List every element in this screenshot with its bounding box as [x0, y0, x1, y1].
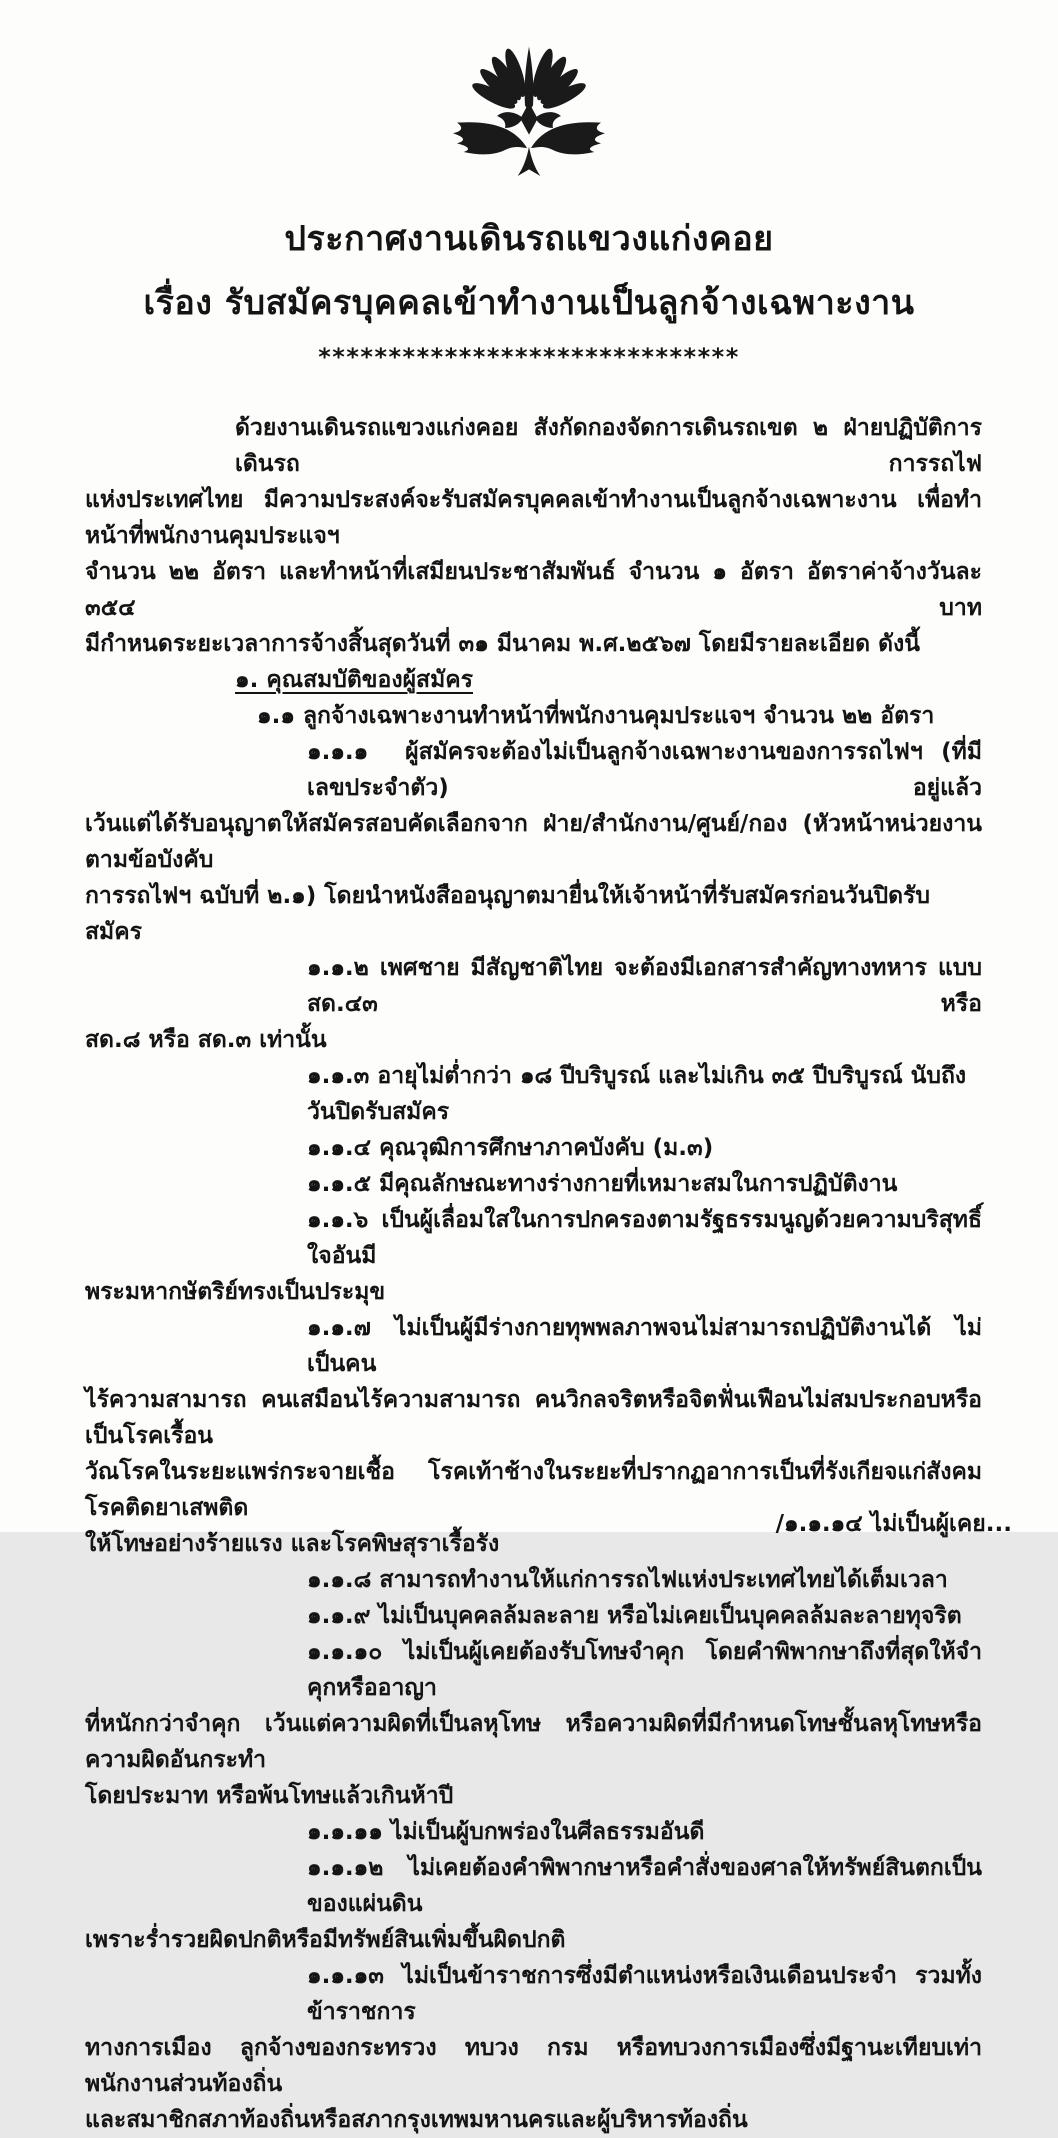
document-header: [0, 0, 1058, 372]
document-line: โดยประมาท หรือพ้นโทษแล้วเกินห้าปี: [85, 1783, 454, 1809]
document-line: ๑.๑.๓ อายุไม่ต่ำกว่า ๑๘ ปีบริบูรณ์ และไม่เกิน ๓๕ ปีบริบูรณ์ นับถึงวันปิดรับสมัคร: [307, 1063, 967, 1125]
document-line: ๑.๑.๑๓ ไม่เป็นข้าราชการซึ่งมีตำแหน่งหรือเงินเดือนประจำ รวมทั้งข้าราชการ: [307, 1963, 982, 2025]
document-line: มีกำหนดระยะเวลาการจ้างสิ้นสุดวันที่ ๓๑ มีนาคม พ.ศ.๒๕๖๗ โดยมีรายละเอียด ดังนี้: [85, 631, 920, 657]
document-body: [0, 410, 1058, 2138]
document-line: การรถไฟฯ ฉบับที่ ๒.๑) โดยนำหนังสืออนุญาตมายื่นให้เจ้าหน้าที่รับสมัครก่อนวันปิดรับสมัคร: [85, 883, 931, 945]
document-line: ๑.๑.๒ เพศชาย มีสัญชาติไทย จะต้องมีเอกสารสำคัญทางทหาร แบบ สด.๔๓ หรือ: [307, 955, 991, 1017]
emblem-container: [0, 0, 1058, 194]
document-line: พระมหากษัตริย์ทรงเป็นประมุข: [85, 1279, 386, 1305]
section-heading: ๑. คุณสมบัติของผู้สมัคร: [235, 667, 473, 693]
document-line: ๑.๑.๖ เป็นผู้เลื่อมใสในการปกครองตามรัฐธรรมนูญด้วยความบริสุทธิ์ใจอันมี: [307, 1207, 982, 1269]
document-line: และสมาชิกสภาท้องถิ่นหรือสภากรุงเทพมหานครและผู้บริหารท้องถิ่น: [85, 2107, 748, 2133]
document-line: ๑.๑.๑๐ ไม่เป็นผู้เคยต้องรับโทษจำคุก โดยคำพิพากษาถึงที่สุดให้จำคุกหรืออาญา: [307, 1639, 982, 1701]
document-line: จำนวน ๒๒ อัตรา และทำหน้าที่เสมียนประชาสัมพันธ์ จำนวน ๑ อัตรา อัตราค่าจ้างวันละ ๓๕๔ บาท: [85, 559, 991, 621]
document-line: ๑.๑.๑ ผู้สมัครจะต้องไม่เป็นลูกจ้างเฉพาะงานของการรถไฟฯ (ที่มีเลขประจำตัว) อยู่แล้ว: [307, 739, 982, 801]
document-line: ด้วยงานเดินรถแขวงแก่งคอย สังกัดกองจัดการเดินรถเขต ๒ ฝ่ายปฏิบัติการเดินรถ การรถไฟ: [235, 415, 982, 477]
document-line: สด.๘ หรือ สด.๓ เท่านั้น: [85, 1027, 327, 1053]
document-line: ทางการเมือง ลูกจ้างของกระทรวง ทบวง กรม หรือทบวงการเมืองซึ่งมีฐานะเทียบเท่า พนักงานส่วนท้องถิ่น: [85, 2035, 991, 2097]
document-line: ไร้ความสามารถ คนเสมือนไร้ความสามารถ คนวิกลจริตหรือจิตฟั่นเฟือนไม่สมประกอบหรือเป็นโรคเรื้อน: [85, 1387, 982, 1449]
document-line: วัณโรคในระยะแพร่กระจายเชื้อ โรคเท้าช้างในระยะที่ปรากฏอาการเป็นที่รังเกียจแก่สังคม โรคติดยาเสพติด: [85, 1459, 991, 1521]
document-line: เว้นแต่ได้รับอนุญาตให้สมัครสอบคัดเลือกจาก ฝ่าย/สำนักงาน/ศูนย์/กอง (หัวหน้าหน่วยงานตามข้อบังคับ: [85, 811, 982, 873]
document-line: ให้โทษอย่างร้ายแรง และโรคพิษสุราเรื้อรัง: [85, 1531, 500, 1557]
document-line: ที่หนักกว่าจำคุก เว้นแต่ความผิดที่เป็นลหุโทษ หรือความผิดที่มีกำหนดโทษชั้นลหุโทษหรือความผิดอันกระทำ: [85, 1711, 982, 1773]
star-divider: ******************************: [318, 343, 740, 371]
document-line: ๑.๑.๑๑ ไม่เป็นผู้บกพร่องในศีลธรรมอันดี: [307, 1819, 705, 1845]
document-line: แห่งประเทศไทย มีความประสงค์จะรับสมัครบุคคลเข้าทำงานเป็นลูกจ้างเฉพาะงาน เพื่อทำหน้าที่พนักงานคุมประแจฯ: [85, 487, 982, 549]
document-line: ๑.๑.๑๒ ไม่เคยต้องคำพิพากษาหรือคำสั่งของศาลให้ทรัพย์สินตกเป็นของแผ่นดิน: [307, 1855, 982, 1917]
document-line: ๑.๑.๕ มีคุณลักษณะทางร่างกายที่เหมาะสมในการปฏิบัติงาน: [307, 1171, 898, 1197]
state-railway-garuda-emblem-icon: [429, 179, 629, 198]
document-line: เพราะร่ำรวยผิดปกติหรือมีทรัพย์สินเพิ่มขึ้นผิดปกติ: [85, 1927, 566, 1953]
document-line: ๑.๑.๗ ไม่เป็นผู้มีร่างกายทุพพลภาพจนไม่สามารถปฏิบัติงานได้ ไม่เป็นคน: [307, 1315, 982, 1377]
page-continuation-marker: /๑.๑.๑๔ ไม่เป็นผู้เคย...: [775, 1511, 1012, 1537]
document-line: ๑.๑ ลูกจ้างเฉพาะงานทำหน้าที่พนักงานคุมประแจฯ จำนวน ๒๒ อัตรา: [257, 703, 935, 729]
announcement-title: ประกาศงานเดินรถแขวงแก่งคอย: [284, 219, 774, 259]
document-line: ๑.๑.๘ สามารถทำงานให้แก่การรถไฟแห่งประเทศไทยได้เต็มเวลา: [307, 1567, 948, 1593]
document-line: ๑.๑.๔ คุณวุฒิการศึกษาภาคบังคับ (ม.๓): [307, 1135, 714, 1161]
document-line: ๑.๑.๙ ไม่เป็นบุคคลล้มละลาย หรือไม่เคยเป็นบุคคลล้มละลายทุจริต: [307, 1603, 962, 1629]
announcement-subject: เรื่อง รับสมัครบุคคลเข้าทำงานเป็นลูกจ้างเฉพาะงาน: [143, 283, 915, 323]
